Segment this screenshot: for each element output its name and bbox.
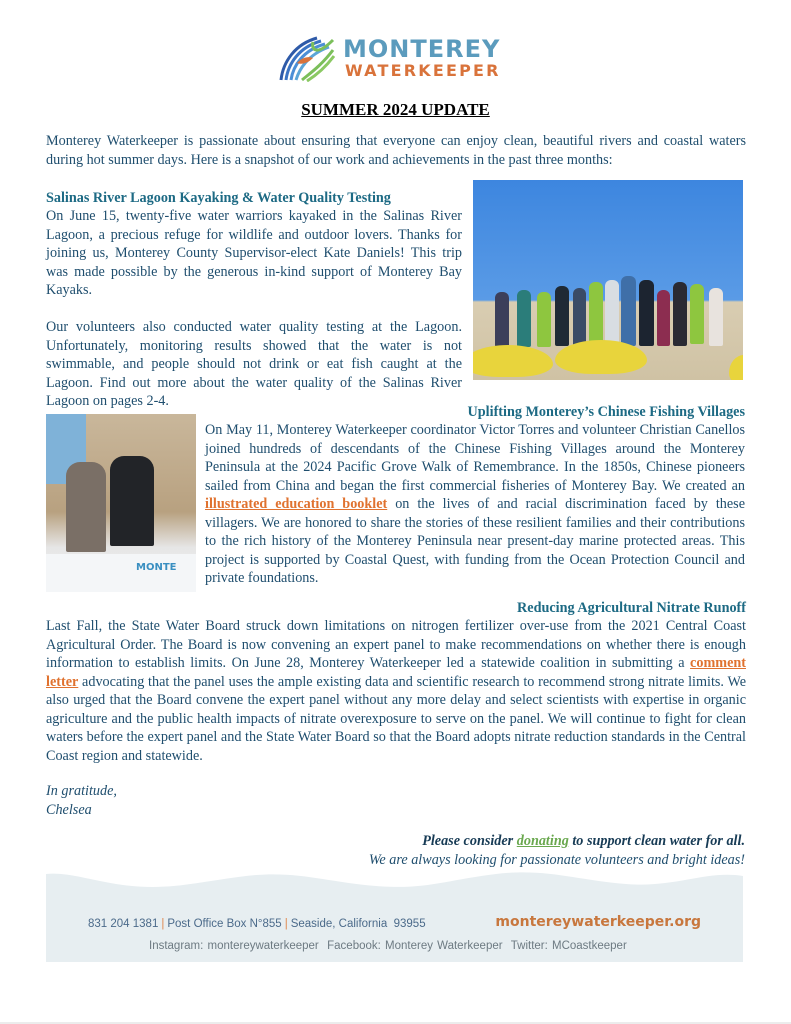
kayaking-paragraph-1: On June 15, twenty-five water warriors kayaked in the Salinas River Lagoon, a precious refuge for wildlife and outdoor lovers. Thanks for joining us, Monterey County Supervisor-elect Kate Daniels! This trip was made possible by the generous in-kind support of Monterey Bay Kayaks. [46, 208, 462, 298]
wave-decoration [46, 868, 743, 894]
signoff-line: In gratitude, [46, 783, 117, 799]
nitrate-paragraph [46, 617, 746, 765]
education-booklet-link[interactable]: illustrated education booklet [205, 496, 388, 512]
section-nitrate-runoff [46, 600, 746, 765]
volunteer-line: We are always looking for passionate volunteers and bright ideas! [368, 852, 745, 868]
fishing-villages-text-2: on the lives of and racial discrimination faced by these villagers. We are honored to share the stories of these resilient families and their contributions to the rich history of the Monterey Peninsula near present-day marine protected areas. This project is supported by Coastal Quest, with funding from the Ocean Protection Council and private foundations. [205, 496, 745, 586]
nitrate-text-2: advocating that the panel uses the ample existing data and scientific research to recommend strong nitrate limits. We also urged that the Board convene the expert panel without any more delay and select scientists with expertise in organic agriculture and the public health impacts of nitrate overexposure to serve on the panel. We will continue to fight for clean waters before the expert panel and the State Water Board so that the Board adopts nitrate reduction standards in the Central Coast region and statewide. [46, 673, 746, 764]
section-heading-fishing-villages: Uplifting Monterey’s Chinese Fishing Villages [467, 404, 745, 420]
call-to-action [369, 832, 745, 870]
kayaking-group-photo [473, 180, 743, 380]
logo-text-monterey: MONTEREY [343, 35, 501, 63]
nitrate-text-1: Last Fall, the State Water Board struck down limitations on nitrogen fertilizer over-use from the 2021 Central Coast Agricultural Order. The Board is now convening an expert panel to make recommendations on whether there is enough information to establish limits. On June 28, Monterey Waterkeeper led a statewide coalition in submitting a [46, 618, 746, 671]
section-kayaking [46, 190, 462, 411]
comment-letter-link[interactable]: comment letter [46, 655, 746, 690]
signoff [46, 782, 117, 819]
booklet-volunteers-photo: MONTE [46, 414, 196, 592]
donate-line [369, 832, 745, 851]
intro-paragraph: Monterey Waterkeeper is passionate about ensuring that everyone can enjoy clean, beautiful rivers and coastal waters during hot summer days. Here is a snapshot of our work and achievements in the past three months: [46, 133, 746, 168]
section-heading-nitrate: Reducing Agricultural Nitrate Runoff [517, 600, 746, 616]
kayaking-paragraph-2: Our volunteers also conducted water quality testing at the Lagoon. Unfortunately, monitoring results showed that the water is not swimmable, and people should not drink or eat fish caught at the Lagoon. Find out more about the water quality of the Salinas River Lagoon on pages 2-4. [46, 319, 462, 409]
footer-city: Seaside, California 93955 [290, 918, 426, 930]
wave-stripes-logo-icon [277, 36, 335, 82]
footer-social-line: Instagram: montereywaterkeeper Facebook: Monterey Waterkeeper Twitter: MCoastkeeper [149, 940, 627, 952]
footer-contact-line: 831 204 1381 | Post Office Box N°855 | Seaside, California 93955 [88, 918, 426, 930]
signoff-name: Chelsea [46, 801, 92, 818]
website-link[interactable]: montereywaterkeeper.org [495, 914, 701, 930]
section-heading-kayaking: Salinas River Lagoon Kayaking & Water Quality Testing [46, 190, 391, 206]
donating-link[interactable]: donating [516, 833, 569, 849]
donate-text-2: to support clean water for all. [568, 833, 745, 849]
page-title: SUMMER 2024 UPDATE [301, 100, 490, 119]
monterey-waterkeeper-logo [277, 36, 522, 86]
section-chinese-fishing-villages [205, 404, 745, 588]
footer-banner [46, 868, 743, 962]
logo-text-waterkeeper: WATERKEEPER [345, 61, 501, 80]
fishing-villages-paragraph [205, 421, 745, 588]
footer-pobox: Post Office Box N°855 [167, 918, 282, 930]
donate-text-1: Please consider [422, 833, 517, 849]
footer-phone: 831 204 1381 [88, 918, 159, 930]
fishing-villages-text-1: On May 11, Monterey Waterkeeper coordinator Victor Torres and volunteer Christian Canellos joined hundreds of descendants of the Chinese Fishing Villages around the Monterey Peninsula at the 2024 Pacific Grove Walk of Remembrance. In the 1850s, Chinese pioneers sailed from China and began the first commercial fisheries of Monterey Bay. We created an [205, 422, 745, 494]
